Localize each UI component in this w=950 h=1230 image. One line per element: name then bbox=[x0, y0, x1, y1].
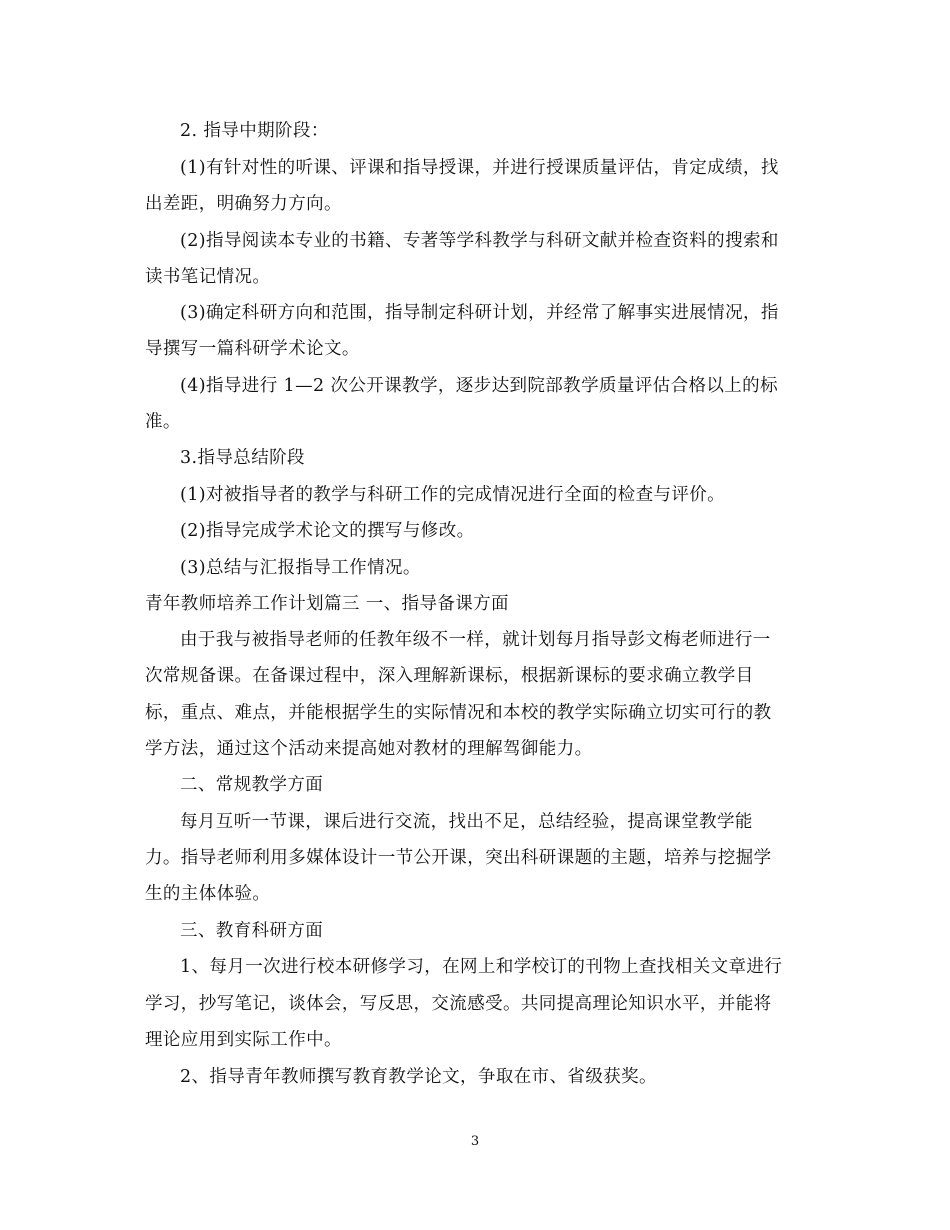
paragraph-line: 学方法，通过这个活动来提高她对教材的理解驾御能力。 bbox=[145, 739, 593, 759]
paragraph-line: (1)有针对性的听课、评课和指导授课，并进行授课质量评估，肯定成绩，找 bbox=[180, 158, 779, 178]
paragraph-line: 生的主体体验。 bbox=[145, 884, 271, 904]
section-heading: 3.指导总结阶段 bbox=[180, 448, 305, 468]
paragraph-line: 1、每月一次进行校本研修学习，在网上和学校订的刊物上查找相关文章进行 bbox=[180, 957, 783, 977]
paragraph-line: (4)指导进行 1—2 次公开课教学，逐步达到院部教学质量评估合格以上的标 bbox=[180, 376, 778, 396]
paragraph-line: 标，重点、难点，并能根据学生的实际情况和本校的教学实际确立切实可行的教 bbox=[145, 703, 772, 723]
section-heading: 三、教育科研方面 bbox=[180, 921, 324, 941]
paragraph-line: 2、指导青年教师撰写教育教学论文，争取在市、省级获奖。 bbox=[180, 1067, 657, 1087]
section-heading: 2. 指导中期阶段： bbox=[180, 121, 329, 141]
section-heading: 青年教师培养工作计划篇三 一、指导备课方面 bbox=[145, 594, 509, 614]
paragraph-line: 准。 bbox=[145, 412, 181, 432]
section-heading: 二、常规教学方面 bbox=[180, 775, 324, 795]
paragraph-line: 每月互听一节课，课后进行交流，找出不足，总结经验，提高课堂教学能 bbox=[180, 812, 753, 832]
paragraph-line: 出差距，明确努力方向。 bbox=[145, 194, 342, 214]
paragraph-line: 由于我与被指导老师的任教年级不一样，就计划每月指导彭文梅老师进行一 bbox=[180, 630, 771, 650]
paragraph-line: (2)指导阅读本专业的书籍、专著等学科教学与科研文献并检查资料的搜索和 bbox=[180, 231, 779, 251]
paragraph-line: 学习，抄写笔记，谈体会，写反思，交流感受。共同提高理论知识水平，并能将 bbox=[145, 994, 772, 1014]
paragraph-line: 次常规备课。在备课过程中，深入理解新课标，根据新课标的要求确立教学目 bbox=[145, 666, 754, 686]
paragraph-line: (1)对被指导者的教学与科研工作的完成情况进行全面的检查与评价。 bbox=[180, 485, 726, 505]
paragraph-line: (3)确定科研方向和范围，指导制定科研计划，并经常了解事实进展情况，指 bbox=[180, 303, 779, 323]
paragraph-line: 导撰写一篇科研学术论文。 bbox=[145, 339, 360, 359]
page-number: 3 bbox=[470, 1134, 480, 1149]
paragraph-line: 理论应用到实际工作中。 bbox=[145, 1030, 342, 1050]
paragraph-line: 读书笔记情况。 bbox=[145, 267, 271, 287]
paragraph-line: (3)总结与汇报指导工作情况。 bbox=[180, 558, 421, 578]
paragraph-line: 力。指导老师利用多媒体设计一节公开课，突出科研课题的主题，培养与挖掘学 bbox=[145, 848, 772, 868]
paragraph-line: (2)指导完成学术论文的撰写与修改。 bbox=[180, 521, 475, 541]
